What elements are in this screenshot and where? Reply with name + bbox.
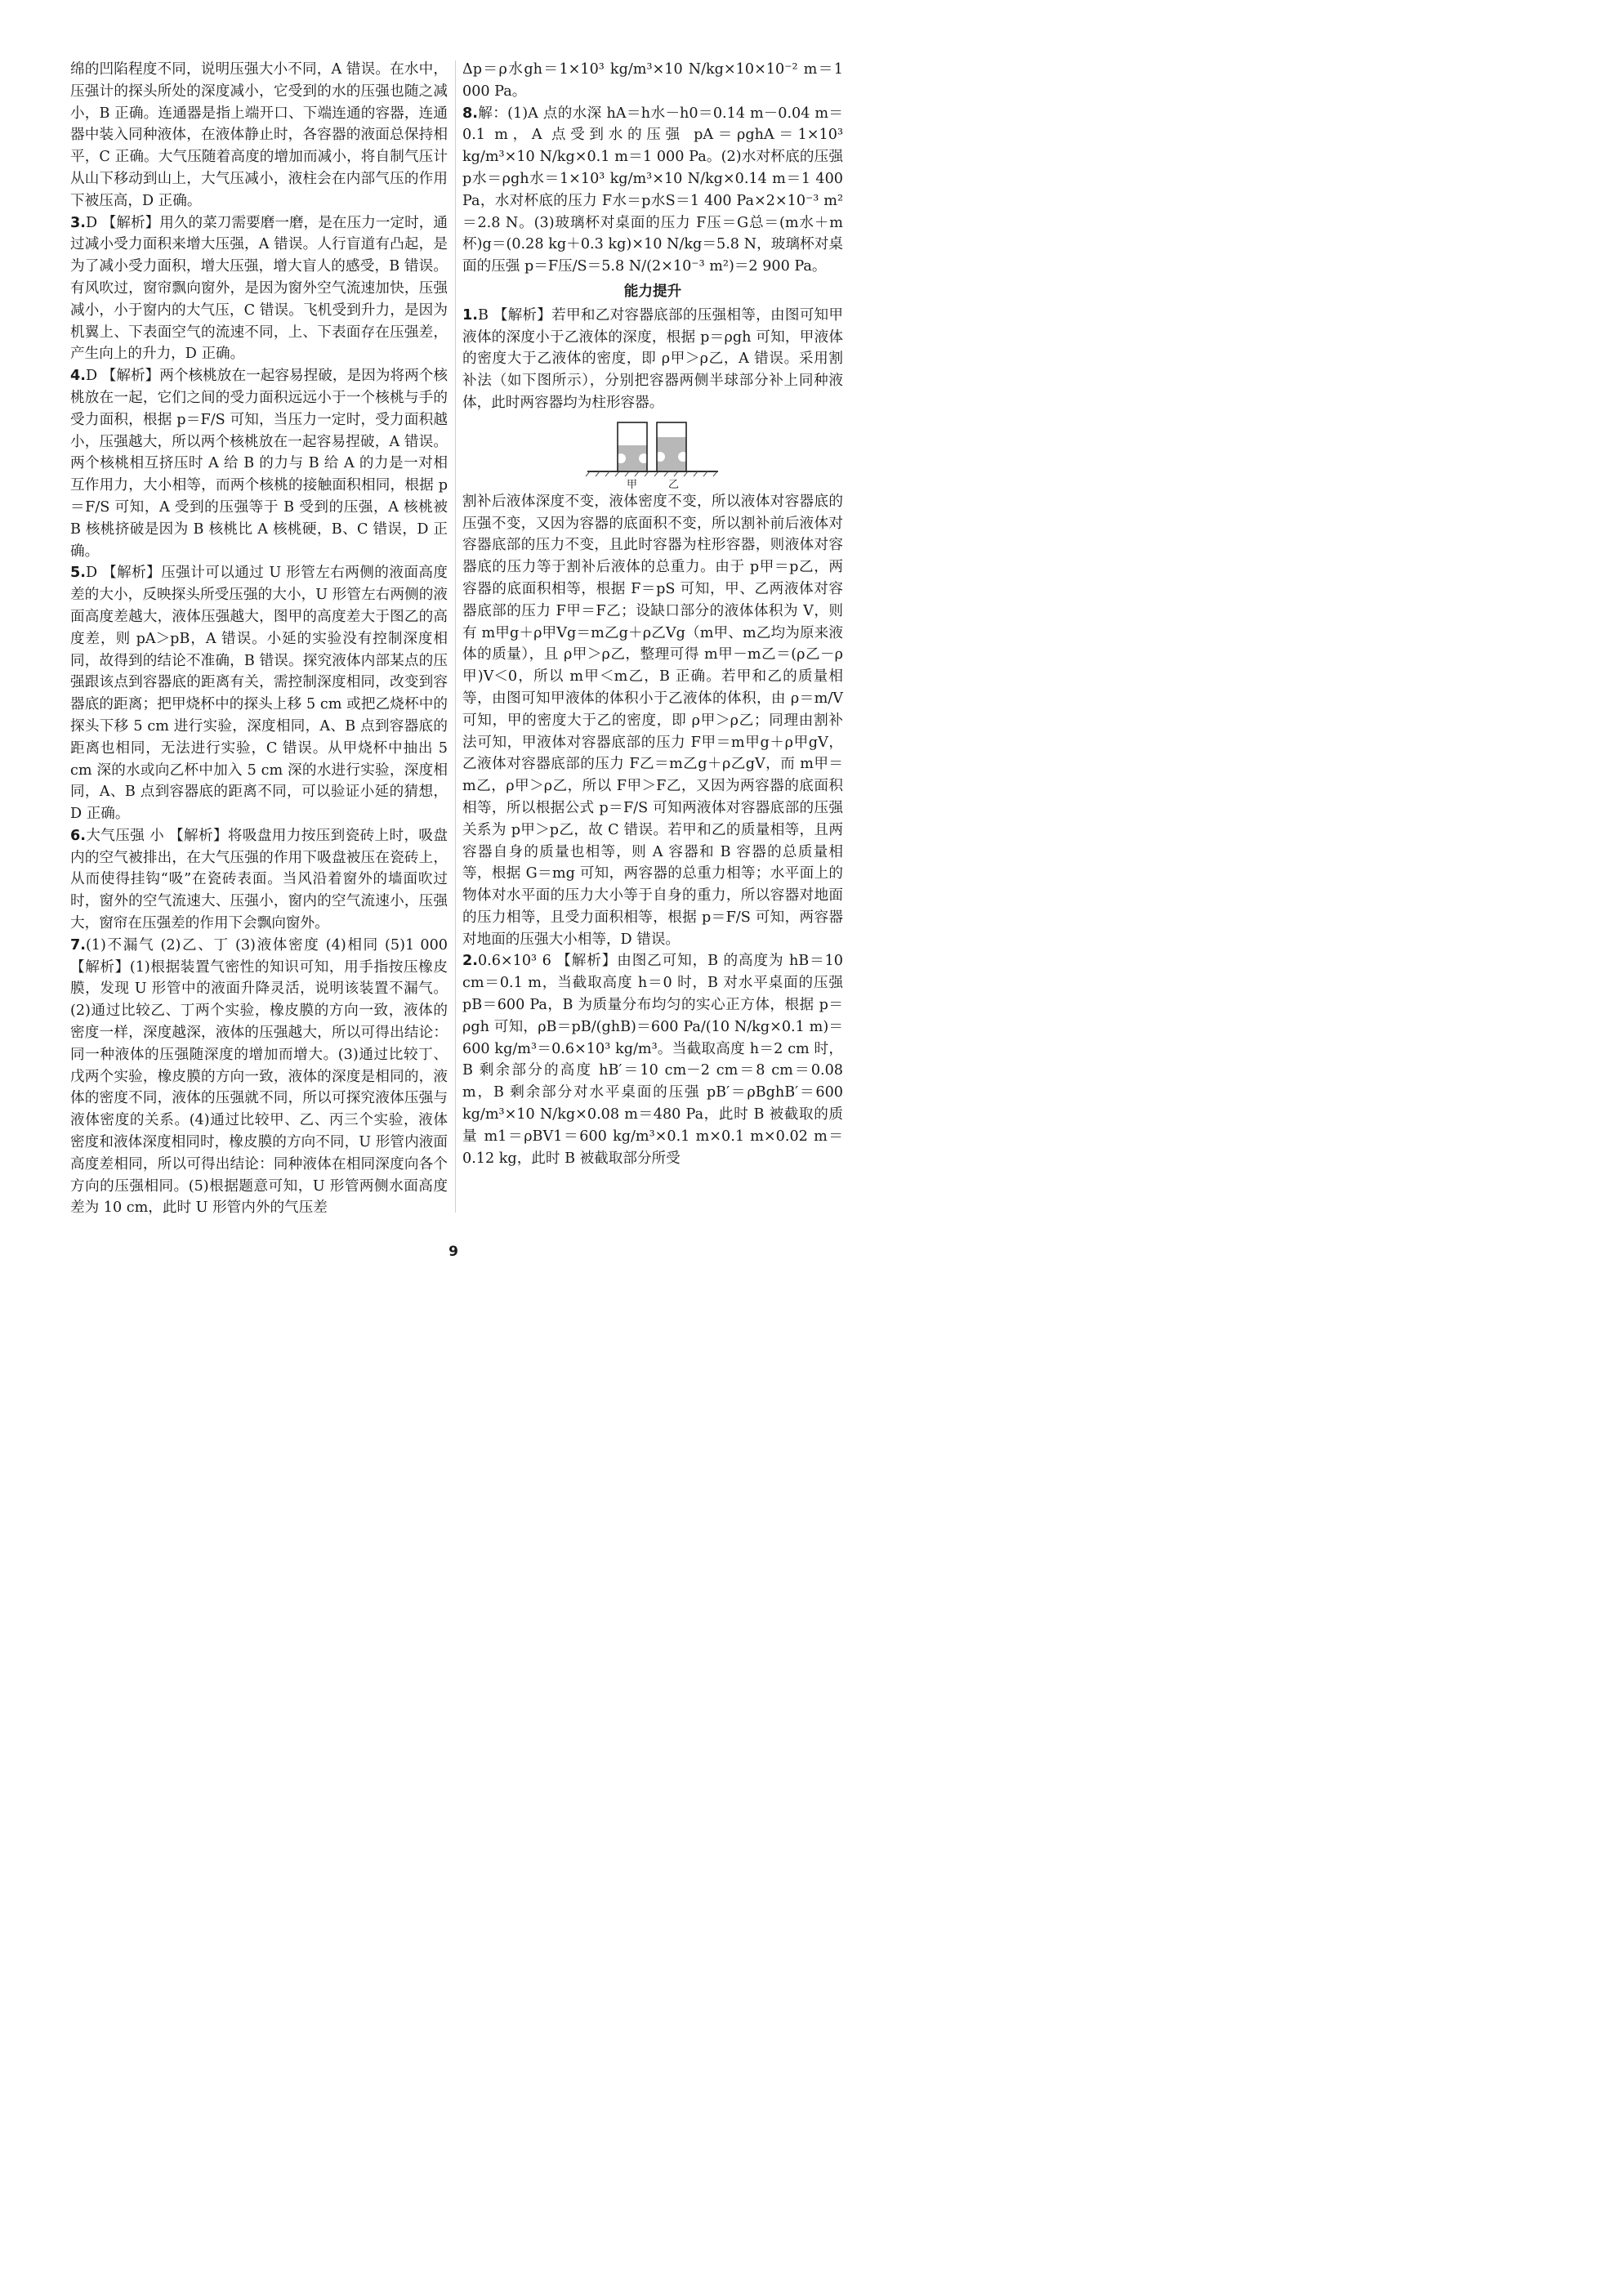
label-jia: 甲 <box>626 478 637 491</box>
ability-answer-1: 1.B 【解析】若甲和乙对容器底部的压强相等，由图可知甲液体的深度小于乙液体的深度，根据 p＝ρgh 可知，甲液体的密度大于乙液体的密度，即 ρ甲＞ρ乙，A 错误。采用割补法（如下图所示），分别把容器两侧半球部分补上同种液体，此时两容器均为柱形容器。 <box>462 306 843 411</box>
ability-answer-2: 2.0.6×10³ 6 【解析】由图乙可知，B 的高度为 hB＝10 cm＝0.1 m，当截取高度 h＝0 时，B 对水平桌面的压强 pB＝600 Pa，B 为质量分布均匀的实心正方体，根据 p＝ρgh 可知，ρB＝pB/(ghB)＝600 Pa/(10 N/kg×0.1 m)＝600 kg/m³＝0.6×10³ kg/m³。当截取高度 h＝2 cm 时，B 剩余部分的高度 hB′＝10 cm－2 cm＝8 cm＝0.08 m，B 剩余部分对水平桌面的压强 pB′＝ρBghB′＝600 kg/m³×10 N/kg×0.08 m＝480 Pa，此时 B 被截取的质量 m1＝ρBV1＝600 kg/m³×0.1 m×0.1 m×0.02 m＝0.12 kg，此时 B 被截取部分所受 <box>462 953 843 1167</box>
answer-2-continued: 绵的凹陷程度不同，说明压强大小不同，A 错误。在水中，压强计的探头所处的深度减小，它受到的水的压强也随之减小，B 正确。连通器是指上端开口、下端连通的容器，连通器中装入同种液体，在液体静止时，各容器的液面总保持相平，C 正确。大气压随着高度的增加而减小，将自制气压计从山下移动到山上，大气压减小，液柱会在内部气压的作用下被压高，D 正确。 <box>70 61 448 209</box>
ability-answer-1-continued: 割补后液体深度不变，液体密度不变，所以液体对容器底的压强不变，又因为容器的底面积不变，所以割补前后液体对容器底部的压力不变，且此时容器为柱形容器，则液体对容器底的压力等于割补后液体的总重力。由于 p甲＝p乙，两容器的底面积相等，根据 F＝pS 可知，甲、乙两液体对容器底部的压力 F甲＝F乙；设缺口部分的液体体积为 V，则有 m甲g＋ρ甲Vg＝m乙g＋ρ乙Vg（m甲、m乙均为原来液体的质量），且 ρ甲＞ρ乙，整理可得 m甲－m乙＝(ρ乙－ρ甲)V＜0，所以 m甲＜m乙，B 正确。若甲和乙的质量相等，由图可知甲液体的体积小于乙液体的体积，由 ρ＝m/V 可知，甲的密度大于乙的密度，即 ρ甲＞ρ乙；同理由割补法可知，甲液体对容器底部的压力 F甲＝m甲g＋ρ甲gV，乙液体对容器底部的压力 F乙＝m乙g＋ρ乙gV，而 m甲＝m乙，ρ甲＞ρ乙，所以 F甲＞F乙，又因为两容器的底面积相等，所以根据公式 p＝F/S 可知两液体对容器底部的压强关系为 p甲＞p乙，故 C 错误。若甲和乙的质量相等，且两容器自身的质量也相等，则 A 容器和 B 容器的总质量相等，根据 G＝mg 可知，两容器的总重力相等；水平面上的物体对水平面的压力大小等于自身的重力，所以容器对地面的压力相等，且受力面积相等，根据 p＝F/S 可知，两容器对地面的压强大小相等，D 错误。 <box>462 493 843 948</box>
answer-7-continued: Δp＝ρ水gh＝1×10³ kg/m³×10 N/kg×10×10⁻² m＝1 000 Pa。 <box>462 61 843 100</box>
answer-3: 3.D 【解析】用久的菜刀需要磨一磨，是在压力一定时，通过减小受力面积来增大压强，A 错误。人行盲道有凸起，是为了减小受力面积，增大压强，增大盲人的感受，B 错误。有风吹过，窗帘飘向窗外，是因为窗外空气流速加快，压强减小，小于窗内的大气压，C 错误。飞机受到升力，是因为机翼上、下表面空气的流速不同，上、下表面存在压强差，产生向上的升力，D 正确。 <box>70 214 448 363</box>
answer-8: 8.解：(1)A 点的水深 hA＝h水－h0＝0.14 m－0.04 m＝0.1 m，A 点受到水的压强 pA＝ρghA＝1×10³ kg/m³×10 N/kg×0.1 m＝1 000 Pa。(2)水对杯底的压强 p水＝ρgh水＝1×10³ kg/m³×10 N/kg×0.14 m＝1 400 Pa，水对杯底的压力 F水＝p水S＝1 400 Pa×2×10⁻³ m²＝2.8 N。(3)玻璃杯对桌面的压力 F压＝G总＝(m水＋m杯)g＝(0.28 kg＋0.3 kg)×10 N/kg＝5.8 N，玻璃杯对桌面的压强 p＝F压/S＝5.8 N/(2×10⁻³ m²)＝2 900 Pa。 <box>462 105 843 275</box>
left-column <box>70 59 448 1219</box>
right-column <box>462 59 843 1169</box>
label-yi: 乙 <box>668 478 680 491</box>
container-diagram-svg <box>583 421 722 478</box>
answer-6: 6.大气压强 小 【解析】将吸盘用力按压到瓷砖上时，吸盘内的空气被排出，在大气压强的作用下吸盘被压在瓷砖上，从而使得挂钩“吸”在瓷砖表面。当风沿着窗外的墙面吹过时，窗外的空气流速大、压强小，窗内的空气流速小，压强大，窗帘在压强差的作用下会飘向窗外。 <box>70 827 448 932</box>
cut-fill-diagram <box>583 421 722 491</box>
answer-4: 4.D 【解析】两个核桃放在一起容易捏破，是因为将两个核桃放在一起，它们之间的受力面积远远小于一个核桃与手的受力面积，根据 p＝F/S 可知，当压力一定时，受力面积越小，压强越大，所以两个核桃放在一起容易捏破，A 错误。两个核桃相互挤压时 A 给 B 的力与 B 给 A 的力是一对相互作用力，大小相等，而两个核桃的接触面积相同，根据 p＝F/S 可知，A 受到的压强等于 B 受到的压强，A 核桃被 B 核桃挤破是因为 B 核桃比 A 核桃硬，B、C 错误，D 正确。 <box>70 368 448 560</box>
section-heading: 能力提升 <box>623 283 682 300</box>
answer-7: 7.(1)不漏气 (2)乙、丁 (3)液体密度 (4)相同 (5)1 000 【解析】(1)根据装置气密性的知识可知，用手指按压橡皮膜，发现 U 形管中的液面升降灵活，说明该装置不漏气。(2)通过比较乙、丁两个实验，橡皮膜的方向一致，液体的密度一样，深度越深，液体的压强越大，所以可得出结论：同一种液体的压强随深度的增加而增大。(3)通过比较丁、戊两个实验，橡皮膜的方向一致，液体的深度是相同的，液体的密度不同，液体的压强就不同，所以可探究液体压强与液体密度的关系。(4)通过比较甲、乙、丙三个实验，液体密度和液体深度相同时，橡皮膜的方向不同，U 形管内液面高度差相同，所以可得出结论：同种液体在相同深度向各个方向的压强相同。(5)根据题意可知，U 形管两侧水面高度差为 10 cm，此时 U 形管内外的气压差 <box>70 936 448 1217</box>
column-divider <box>455 60 456 1213</box>
page-number: 9 <box>449 1244 458 1260</box>
answer-5: 5.D 【解析】压强计可以通过 U 形管左右两侧的液面高度差的大小，反映探头所受压强的大小，U 形管左右两侧的液面高度差越大，液体压强越大，图甲的高度差大于图乙的高度差，则 pA＞pB，A 错误。小延的实验没有控制深度相同，故得到的结论不准确，B 错误。探究液体内部某点的压强跟该点到容器底的距离有关，需控制深度相同，改变到容器底的距离；把甲烧杯中的探头上移 5 cm 或把乙烧杯中的探头下移 5 cm 进行实验，深度相同，A、B 点到容器底的距离也相同，无法进行实验，C 错误。从甲烧杯中抽出 5 cm 深的水或向乙杯中加入 5 cm 深的水进行实验，深度相同，A、B 点到容器底的距离不同，可以验证小延的猜想，D 正确。 <box>70 565 448 823</box>
